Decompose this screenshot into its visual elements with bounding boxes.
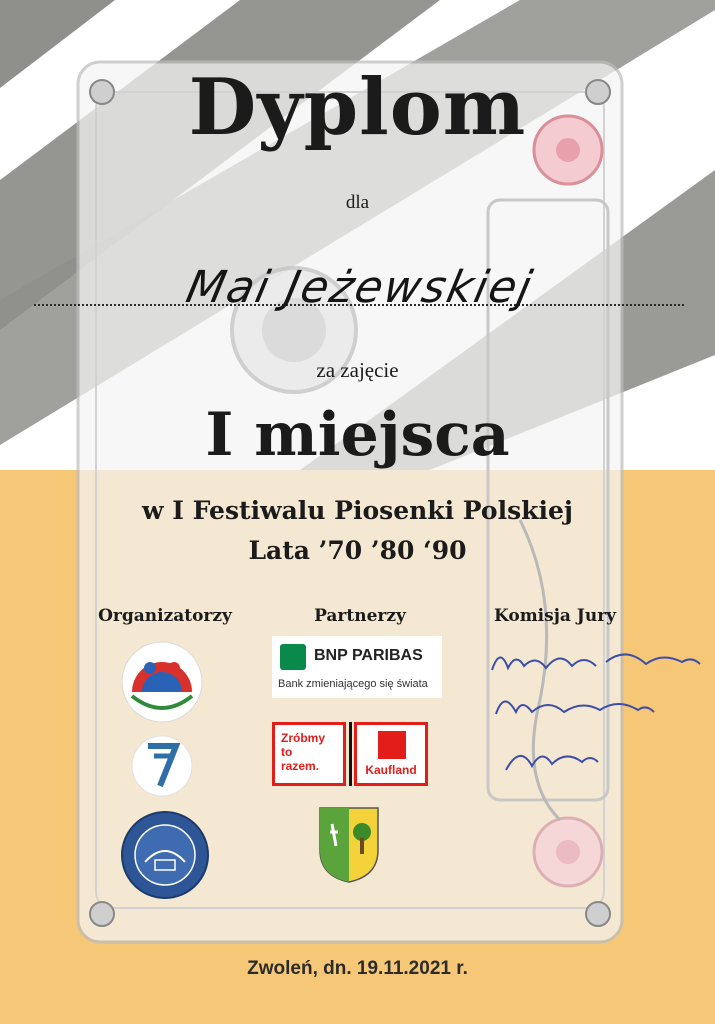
zrobmy-line-1: Zróbmy <box>281 731 326 745</box>
organizers-heading: Organizatorzy <box>98 606 232 626</box>
place-awarded: I miejsca <box>205 400 510 470</box>
jury-heading: Komisja Jury <box>493 606 617 626</box>
for-label: dla <box>345 192 370 213</box>
school-triangle-logo <box>130 734 194 798</box>
kaufland-logo <box>354 722 428 786</box>
partners-heading: Partnerzy <box>314 606 406 626</box>
jury-signatures <box>486 640 708 786</box>
place-and-date: Zwoleń, dn. 19.11.2021 r. <box>247 958 468 979</box>
recipient-name-handwritten: Mai Jeżewskiej <box>181 262 539 313</box>
kaufland-label: Kaufland <box>365 763 417 777</box>
zrobmy-to-razem-logo <box>272 722 346 786</box>
kaufland-k-icon <box>378 731 406 759</box>
bnp-stars-icon <box>280 644 306 670</box>
award-phrase: za zajęcie <box>316 358 399 382</box>
municipal-coat-of-arms <box>318 806 380 884</box>
bnp-paribas-logo <box>272 636 442 698</box>
zrobmy-line-2: to <box>281 745 293 759</box>
diploma-title: Dyplom <box>188 62 527 153</box>
zrobmy-line-3: razem. <box>281 759 320 773</box>
cultural-center-logo <box>120 640 204 724</box>
partner-divider <box>349 722 352 786</box>
festival-decades: Lata ’70 ’80 ‘90 <box>248 536 467 565</box>
bnp-tagline: Bank zmieniającego się świata <box>278 678 428 690</box>
festival-name: w I Festiwalu Piosenki Polskiej <box>142 496 573 525</box>
bnp-name: BNP PARIBAS <box>314 647 423 664</box>
primary-school-seal <box>120 810 210 900</box>
